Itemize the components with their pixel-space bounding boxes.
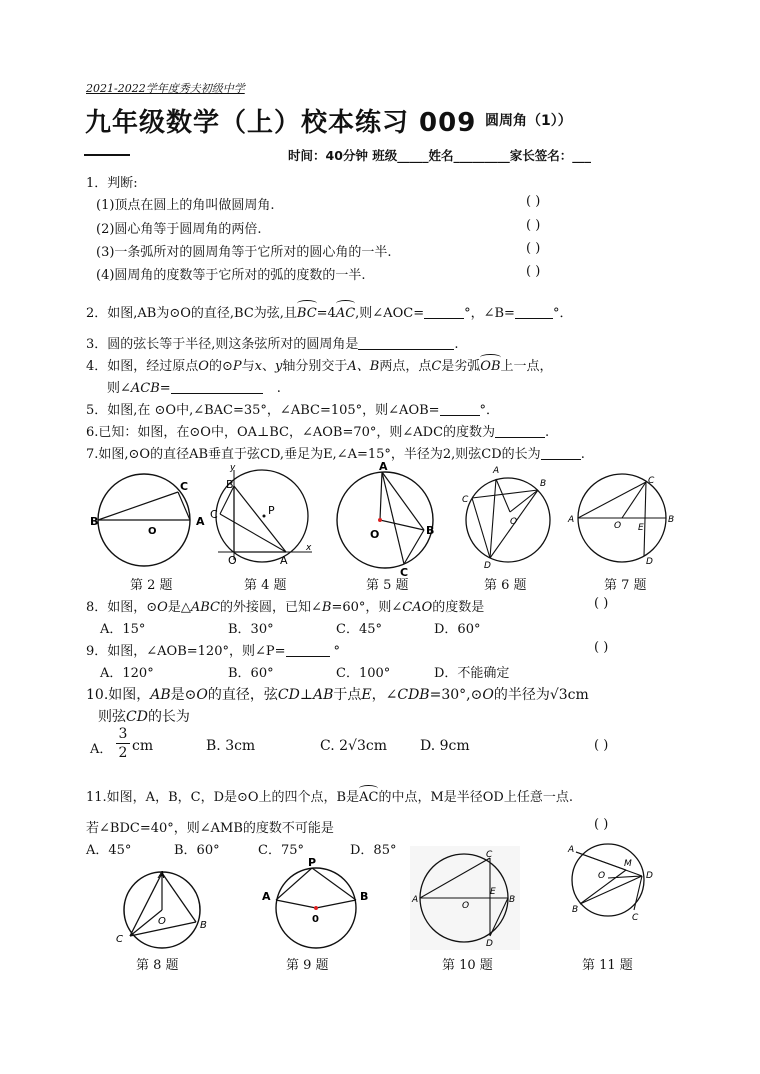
q1-answer-2[interactable]: ( ) <box>526 218 541 233</box>
svg-text:E: E <box>490 887 496 897</box>
q5-blank[interactable] <box>440 403 480 416</box>
q4-line-1: 4．如图，经过原点O的⊙P与x、y轴分别交于A、B两点，点C是劣弧 OB上一点， <box>86 355 553 374</box>
svg-text:A: A <box>280 554 288 567</box>
caption-q4: 第 4 题 <box>244 578 287 593</box>
figure-q6 <box>458 462 558 574</box>
q10-option-c[interactable]: C. 2√3cm <box>320 738 387 754</box>
svg-text:O: O <box>158 916 166 927</box>
title-rule <box>84 154 130 156</box>
q2-text: 2．如图,AB为⊙O的直径,BC为弦,且 BC=4 AC,则∠AOC= °，∠B= °． <box>86 302 572 321</box>
q8-text: 8．如图，⊙O是△ABC的外接圆，已知∠B=60°，则∠CAO的度数是 <box>86 600 485 615</box>
svg-text:C: C <box>116 934 123 945</box>
q2-blank-2[interactable] <box>515 306 553 319</box>
svg-text:O: O <box>598 871 606 881</box>
svg-text:P: P <box>308 856 317 869</box>
q1-item-2: (2)圆心角等于圆周角的两倍. <box>96 222 262 237</box>
q9-blank[interactable] <box>286 644 330 657</box>
q2-blank-1[interactable] <box>424 306 464 319</box>
figure-q2 <box>86 468 206 576</box>
caption-q6: 第 6 题 <box>484 578 527 593</box>
figure-q10 <box>410 846 520 950</box>
info-line: 时间：40分钟 班级_____姓名_________家长签名：___ <box>288 148 591 163</box>
svg-text:B: B <box>200 920 207 931</box>
q1-answer-4[interactable]: ( ) <box>526 264 541 279</box>
svg-text:B: B <box>572 905 579 915</box>
caption-q9: 第 9 题 <box>286 958 329 973</box>
q7-blank[interactable] <box>541 447 581 460</box>
q8-option-b[interactable]: B．30° <box>228 622 274 637</box>
caption-q2: 第 2 题 <box>130 578 173 593</box>
page-title: 九年级数学（上）校本练习 009 <box>85 108 477 138</box>
caption-q7: 第 7 题 <box>604 578 647 593</box>
figure-q5 <box>330 460 440 576</box>
q1-answer-1[interactable]: ( ) <box>526 194 541 209</box>
q11-option-b[interactable]: B．60° <box>174 843 220 858</box>
q10-option-d[interactable]: D. 9cm <box>420 738 470 754</box>
svg-text:B: B <box>360 890 369 903</box>
q6-text: 6.已知：如图，在⊙O中，OA⊥BC，∠AOB=70°，则∠ADC的度数为 . <box>86 425 550 440</box>
caption-q10: 第 10 题 <box>442 958 493 973</box>
q11-answer[interactable]: ( ) <box>594 817 609 832</box>
q9-option-a[interactable]: A．120° <box>100 666 154 681</box>
school-name: 2021-2022学年度秀夫初级中学 <box>86 82 245 95</box>
caption-q8: 第 8 题 <box>136 958 179 973</box>
svg-text:O: O <box>370 528 380 541</box>
svg-text:D: D <box>484 561 491 571</box>
q1-stem: 1．判断: <box>86 176 138 191</box>
q11-line-2: 若∠BDC=40°，则∠AMB的度数不可能是 <box>86 821 334 836</box>
svg-text:A: A <box>262 890 271 903</box>
q6-blank[interactable] <box>495 425 545 438</box>
svg-text:y: y <box>230 464 236 473</box>
svg-text:A: A <box>412 895 419 905</box>
figure-q4 <box>206 464 318 568</box>
q10-option-a-fraction: 3 2 <box>116 725 130 762</box>
q5-text: 5．如图,在 ⊙O中,∠BAC=35°，∠ABC=105°，则∠AOB= °． <box>86 403 500 418</box>
svg-text:D: D <box>646 871 653 881</box>
q8-option-a[interactable]: A．15° <box>100 622 146 637</box>
q10-answer[interactable]: ( ) <box>594 738 609 753</box>
svg-text:O: O <box>228 554 237 567</box>
svg-text:C: C <box>180 480 189 493</box>
svg-text:C: C <box>400 566 409 576</box>
figure-q9 <box>258 856 370 952</box>
svg-text:P: P <box>268 504 275 517</box>
q9-answer[interactable]: ( ) <box>594 640 609 655</box>
svg-text:B: B <box>426 524 435 537</box>
q8-option-c[interactable]: C．45° <box>336 622 382 637</box>
q10-line-2: 则弦CD的长为 <box>98 709 190 725</box>
q9-option-b[interactable]: B．60° <box>228 666 274 681</box>
caption-q5: 第 5 题 <box>366 578 409 593</box>
svg-text:O: O <box>614 521 622 531</box>
q4-blank[interactable] <box>171 381 263 394</box>
svg-text:E: E <box>638 523 644 533</box>
figure-q8 <box>112 866 214 954</box>
q4-line-2: 则∠ACB= . <box>107 381 281 396</box>
svg-text:C: C <box>648 476 655 486</box>
svg-text:C: C <box>462 495 469 505</box>
svg-text:A: A <box>493 466 500 476</box>
q10-option-a[interactable]: A． <box>90 742 113 757</box>
svg-text:A: A <box>568 515 575 525</box>
q1-item-4: (4)圆周角的度数等于它所对的弧的度数的一半. <box>96 268 366 283</box>
q8-option-d[interactable]: D．60° <box>434 622 481 637</box>
figure-q11 <box>562 838 666 928</box>
svg-text:O: O <box>510 517 518 527</box>
svg-text:O: O <box>148 526 157 537</box>
q9-text: 9．如图，∠AOB=120°，则∠P= ° <box>86 644 341 659</box>
q11-line-1: 11.如图，A，B，C，D是⊙O上的四个点，B是 AC的中点，M是半径OD上任意一点. <box>86 786 573 805</box>
q10-option-a-unit: cm <box>132 738 154 754</box>
svg-text:B: B <box>668 515 675 525</box>
svg-text:D: D <box>646 557 653 567</box>
svg-text:A: A <box>158 870 165 881</box>
svg-text:C: C <box>632 913 639 923</box>
svg-text:B: B <box>226 478 234 491</box>
q9-option-c[interactable]: C．100° <box>336 666 391 681</box>
svg-text:A: A <box>196 515 205 528</box>
q11-option-c[interactable]: C．75° <box>258 843 304 858</box>
svg-text:M: M <box>624 859 632 869</box>
svg-text:x: x <box>306 543 312 553</box>
svg-text:B: B <box>90 515 99 528</box>
q1-answer-3[interactable]: ( ) <box>526 241 541 256</box>
page-subtitle: 圆周角（1）） <box>485 113 572 129</box>
q10-line-1: 10.如图，AB是⊙O的直径，弦CD⊥AB于点E，∠CDB=30°,⊙O的半径为√3cm <box>86 687 589 703</box>
q1-item-1: (1)顶点在圆上的角叫做圆周角. <box>96 198 275 213</box>
q1-item-3: (3)一条弧所对的圆周角等于它所对的圆心角的一半. <box>96 245 392 260</box>
q11-option-d[interactable]: D．85° <box>350 843 397 858</box>
svg-text:B: B <box>540 479 547 489</box>
q9-option-d[interactable]: D．不能确定 <box>434 666 510 681</box>
svg-text:D: D <box>486 939 493 949</box>
caption-q11: 第 11 题 <box>582 958 633 973</box>
q3-text: 3．圆的弦长等于半径,则这条弦所对的圆周角是 . <box>86 337 459 352</box>
q3-blank[interactable] <box>358 337 454 350</box>
svg-text:A: A <box>568 845 575 855</box>
svg-text:B: B <box>509 895 516 905</box>
q8-answer[interactable]: ( ) <box>594 596 609 611</box>
svg-text:C: C <box>486 850 493 860</box>
q11-option-a[interactable]: A．45° <box>86 843 132 858</box>
q10-option-b[interactable]: B. 3cm <box>206 738 256 754</box>
svg-text:C: C <box>210 508 218 521</box>
svg-text:O: O <box>462 901 470 911</box>
figure-q7 <box>566 470 676 570</box>
q7-text: 7.如图,⊙O的直径AB垂直于弦CD,垂足为E,∠A=15°，半径为2,则弦CD的长为 . <box>86 447 585 462</box>
svg-text:0: 0 <box>312 914 319 925</box>
svg-text:A: A <box>379 460 388 473</box>
